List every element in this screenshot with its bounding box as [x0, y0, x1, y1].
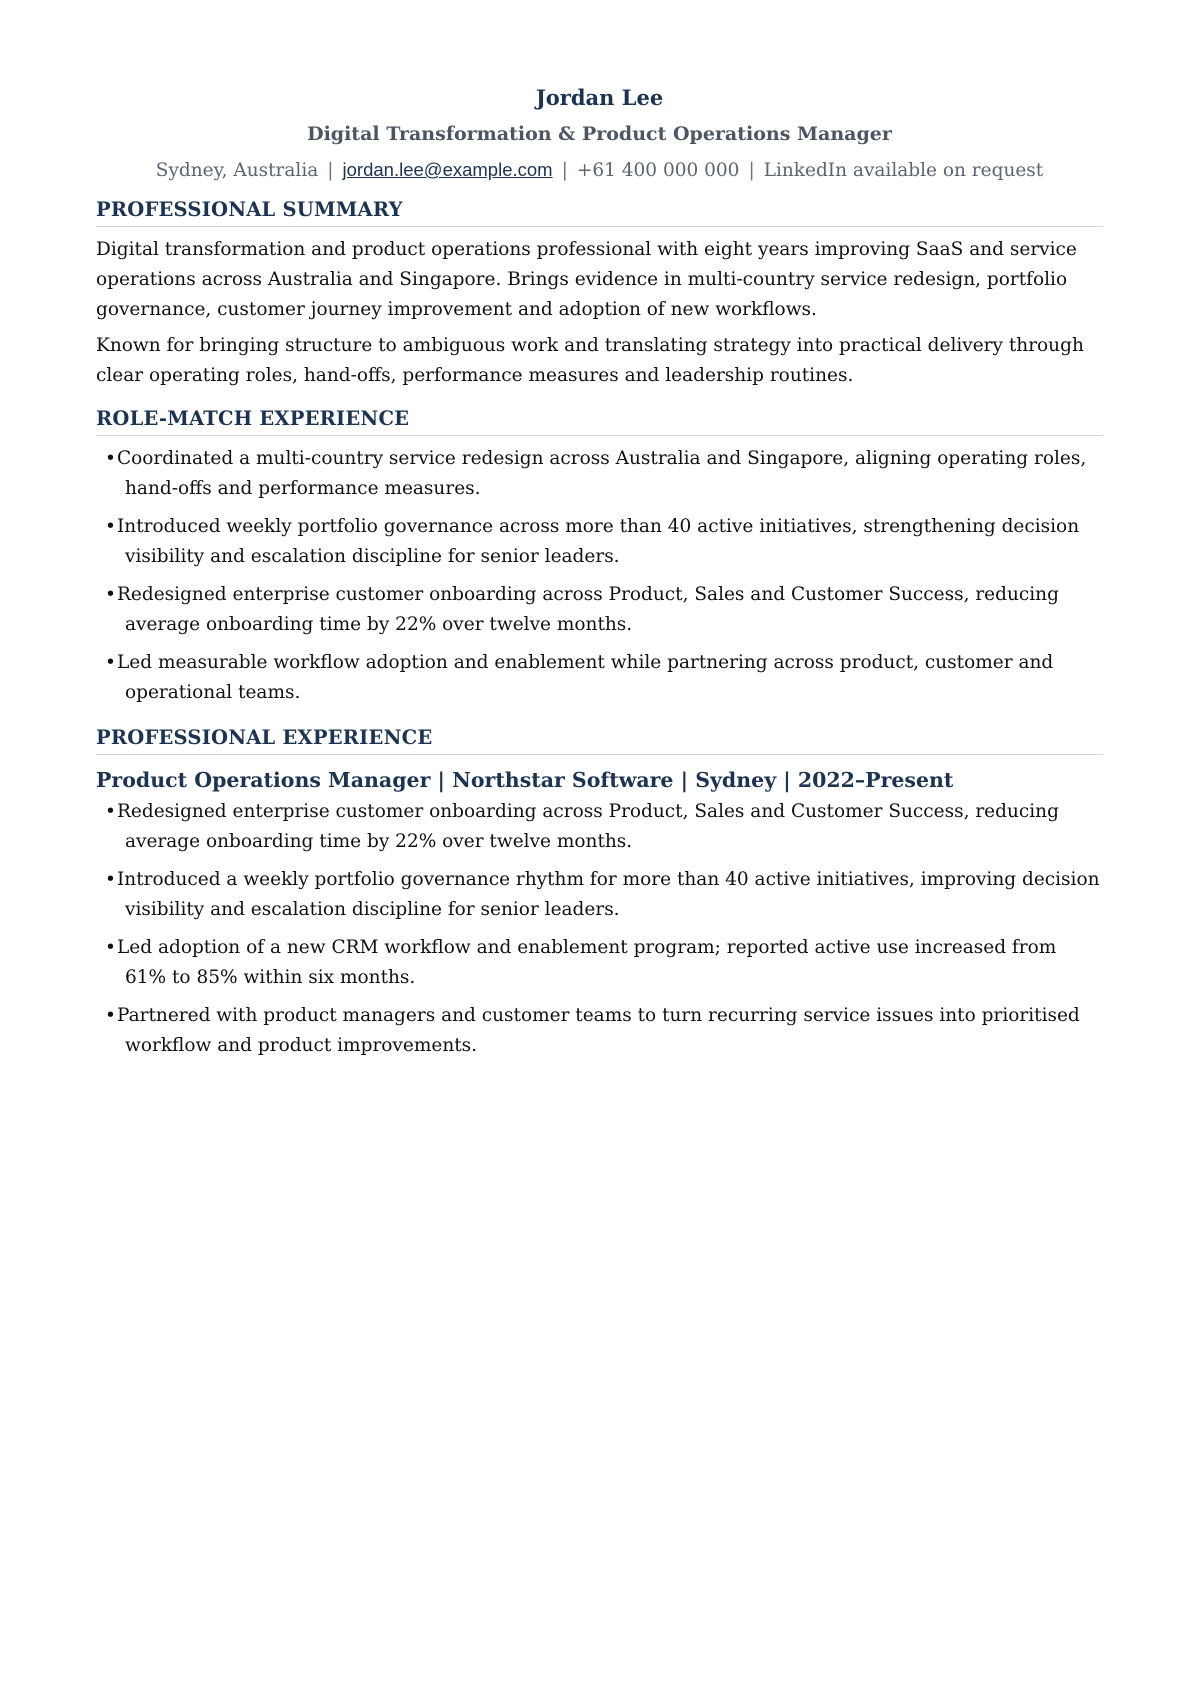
bullet-text: Led measurable workflow adoption and enablement while partnering across product, customer and operational teams. — [117, 652, 1054, 703]
contact-email-link[interactable]: jordan.lee@example.com — [342, 159, 553, 180]
contact-separator: | — [748, 160, 755, 181]
role-heading: Product Operations Manager | Northstar Software | Sydney | 2022–Present — [96, 768, 954, 792]
list-item — [96, 797, 1103, 857]
bullet-text: Introduced weekly portfolio governance across more than 40 active initiatives, strengthening decision visibility and escalation discipline for senior leaders. — [117, 516, 1080, 567]
summary-paragraph: Known for bringing structure to ambiguous work and translating strategy into practical delivery through clear operating roles, hand-offs, performance measures and leadership routines. — [96, 335, 1084, 386]
bullet-text: Introduced a weekly portfolio governance rhythm for more than 40 active initiatives, improving decision visibility and escalation discipline for senior leaders. — [117, 869, 1100, 920]
bullet-glyph: • — [105, 937, 116, 958]
bullet-text: Redesigned enterprise customer onboarding across Product, Sales and Customer Success, reducing average onboarding time by 22% over twelve months. — [117, 584, 1059, 635]
summary-paragraph: Digital transformation and product operations professional with eight years improving SaaS and service operations across Australia and Singapore. Brings evidence in multi-country service redesign, portfolio governance, customer journey improvement and adoption of new workflows. — [96, 239, 1077, 320]
experience-section — [96, 716, 1103, 1061]
list-item — [96, 648, 1103, 708]
bullet-glyph: • — [105, 584, 116, 605]
contact-separator: | — [327, 160, 334, 181]
contact-location: Sydney, Australia — [155, 160, 319, 181]
role-bullet-list — [96, 797, 1103, 1061]
role-match-list — [96, 444, 1103, 708]
bullet-text: Redesigned enterprise customer onboarding across Product, Sales and Customer Success, reducing average onboarding time by 22% over twelve months. — [117, 801, 1059, 852]
bullet-glyph: • — [105, 448, 116, 469]
summary-section — [96, 188, 1103, 391]
section-title-summary: PROFESSIONAL SUMMARY — [96, 188, 1103, 227]
bullet-glyph: • — [105, 869, 116, 890]
list-item — [96, 933, 1103, 993]
bullet-glyph: • — [105, 516, 116, 537]
contact-separator: | — [561, 160, 568, 181]
list-item — [96, 444, 1103, 504]
section-title-experience: PROFESSIONAL EXPERIENCE — [96, 716, 1103, 755]
list-item — [96, 1001, 1103, 1061]
resume-page — [96, 80, 1103, 1069]
bullet-glyph: • — [105, 801, 116, 822]
candidate-headline: Digital Transformation & Product Operations Manager — [307, 123, 892, 145]
contact-line — [96, 152, 1103, 188]
candidate-name: Jordan Lee — [535, 85, 664, 110]
bullet-glyph: • — [105, 1005, 116, 1026]
list-item — [96, 512, 1103, 572]
contact-linkedin: LinkedIn available on request — [763, 160, 1044, 181]
list-item — [96, 865, 1103, 925]
bullet-glyph: • — [105, 652, 116, 673]
bullet-text: Partnered with product managers and customer teams to turn recurring service issues into prioritised workflow and product improvements. — [117, 1005, 1080, 1056]
section-title-role-match: ROLE-MATCH EXPERIENCE — [96, 397, 1103, 436]
contact-phone: +61 400 000 000 — [576, 160, 740, 181]
bullet-text: Coordinated a multi-country service redesign across Australia and Singapore, aligning operating roles, hand-offs and performance measures. — [117, 448, 1087, 499]
role-match-section — [96, 397, 1103, 708]
bullet-text: Led adoption of a new CRM workflow and enablement program; reported active use increased from 61% to 85% within six months. — [117, 937, 1057, 988]
list-item — [96, 580, 1103, 640]
